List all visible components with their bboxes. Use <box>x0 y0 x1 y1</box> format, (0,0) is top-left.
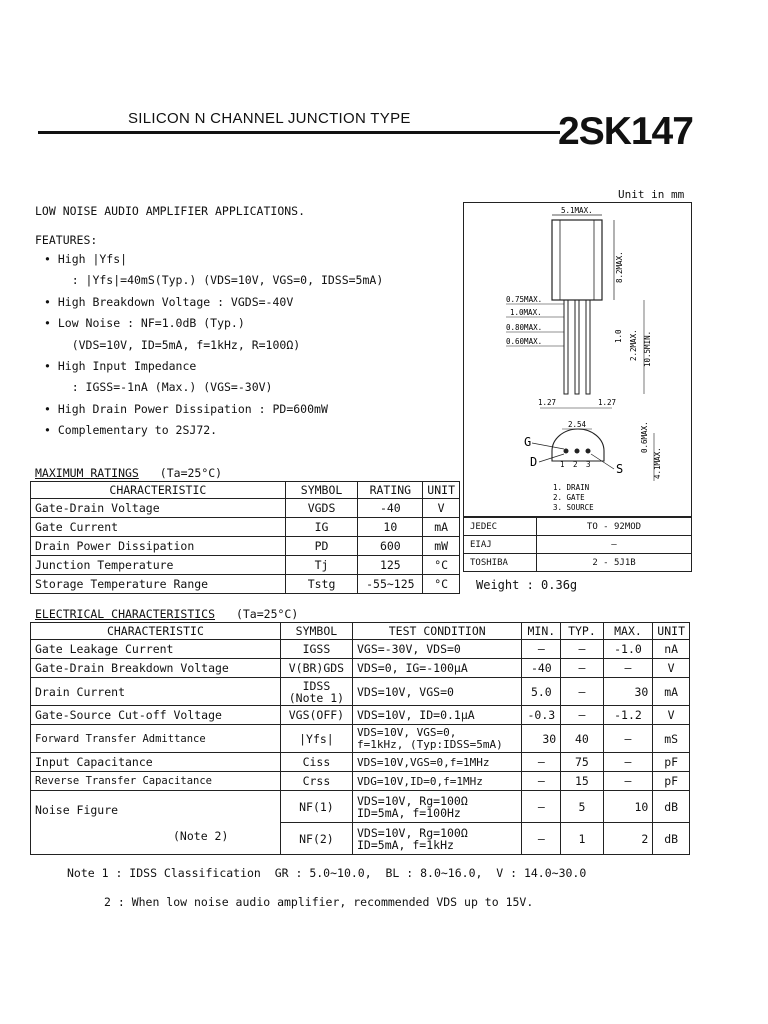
dim-label: 10.5MIN. <box>643 330 652 367</box>
pin-legend: 3. SOURCE <box>553 503 594 512</box>
cell: V(BR)GDS <box>280 659 352 678</box>
cell: mA <box>653 678 690 706</box>
cell: 15 <box>561 772 603 791</box>
column-header: CHARACTERISTIC <box>31 623 281 640</box>
cell: VDS=10V, VGS=0 <box>353 678 522 706</box>
cell: Crss <box>280 772 352 791</box>
pin-number: 2 <box>573 460 578 469</box>
feature-line: • High Input Impedance <box>44 358 197 373</box>
cell: pF <box>653 772 690 791</box>
cell: -0.3 <box>522 706 561 725</box>
bottom-view-outline <box>552 429 604 461</box>
cell: – <box>561 659 603 678</box>
cell: VDS=10V, Rg=100Ω ID=5mA, f=1kHz <box>353 823 522 855</box>
column-header: TYP. <box>561 623 603 640</box>
cell: – <box>561 678 603 706</box>
table-row <box>31 791 690 823</box>
cell: 5.0 <box>522 678 561 706</box>
table-row <box>464 554 692 572</box>
annotation-line <box>532 443 564 449</box>
cell: NF(1) <box>280 791 352 823</box>
cell: |Yfs| <box>280 725 352 753</box>
table-row <box>31 678 690 706</box>
cell: Gate-Source Cut-off Voltage <box>31 706 281 725</box>
cell: Input Capacitance <box>31 753 281 772</box>
elec-heading <box>35 607 298 621</box>
feature-line: • Complementary to 2SJ72. <box>44 423 218 438</box>
std-code: TO - 92MOD <box>537 518 692 536</box>
cell: VDS=10V, ID=0.1μA <box>353 706 522 725</box>
feature-line: : IGSS=-1nA (Max.) (VGS=-30V) <box>44 380 273 395</box>
cell: 125 <box>358 556 423 575</box>
feature-line: (VDS=10V, ID=5mA, f=1kHz, R=100Ω) <box>44 337 301 352</box>
table-row <box>31 556 460 575</box>
dim-label: 5.1MAX. <box>561 206 593 215</box>
cell: 2 <box>603 823 653 855</box>
cell: – <box>603 725 653 753</box>
dim-label: 1.0 <box>614 329 623 343</box>
cell: Tj <box>285 556 358 575</box>
cell: – <box>603 753 653 772</box>
noise-figure-cell <box>31 791 281 855</box>
dim-label: 0.80MAX. <box>506 323 543 332</box>
cell: Ciss <box>280 753 352 772</box>
lead-letter-g: G <box>524 435 532 449</box>
cell: VGS=-30V, VDS=0 <box>353 640 522 659</box>
column-header: MIN. <box>522 623 561 640</box>
cell: Gate-Drain Breakdown Voltage <box>31 659 281 678</box>
cell: – <box>522 753 561 772</box>
cell: IDSS (Note 1) <box>280 678 352 706</box>
cell: 30 <box>603 678 653 706</box>
cell: dB <box>653 791 690 823</box>
dim-label: 1.27 <box>538 398 557 407</box>
cell: 75 <box>561 753 603 772</box>
cell: V <box>423 499 460 518</box>
pin-number: 1 <box>560 460 565 469</box>
cell: IG <box>285 518 358 537</box>
package-drawing <box>464 203 691 516</box>
cell: 5 <box>561 791 603 823</box>
lead-1 <box>564 300 568 394</box>
table-row <box>31 725 690 753</box>
cell-text: Noise Figure <box>35 802 119 817</box>
pin-number: 3 <box>586 460 591 469</box>
cell: VDS=0, IG=-100μA <box>353 659 522 678</box>
table-row <box>31 640 690 659</box>
cell: – <box>603 772 653 791</box>
column-header: RATING <box>358 482 423 499</box>
note-2: 2 : When low noise audio amplifier, recommended VDS up to 15V. <box>104 895 534 909</box>
cell: – <box>561 640 603 659</box>
dim-label: 2.2MAX. <box>629 329 638 361</box>
cell: VGS(OFF) <box>280 706 352 725</box>
max-ratings-heading <box>35 466 222 480</box>
table-row <box>464 536 692 554</box>
cell: dB <box>653 823 690 855</box>
cell: – <box>522 823 561 855</box>
dim-label: 0.60MAX. <box>506 337 543 346</box>
cell: mA <box>423 518 460 537</box>
dim-label: 4.1MAX. <box>653 447 662 479</box>
cell: 10 <box>603 791 653 823</box>
table-row <box>31 499 460 518</box>
cell: VDG=10V,ID=0,f=1MHz <box>353 772 522 791</box>
cell: VDS=10V,VGS=0,f=1MHz <box>353 753 522 772</box>
column-header: UNIT <box>653 623 690 640</box>
unit-note: Unit in mm <box>618 188 685 201</box>
device-type-title: SILICON N CHANNEL JUNCTION TYPE <box>128 110 411 127</box>
lead-letter-s: S <box>616 462 624 476</box>
column-header: UNIT <box>423 482 460 499</box>
cell: IGSS <box>280 640 352 659</box>
cell: mW <box>423 537 460 556</box>
cell: Drain Current <box>31 678 281 706</box>
lead-2 <box>575 300 579 394</box>
std-org: JEDEC <box>464 518 537 536</box>
table-header-row <box>31 623 690 640</box>
cell: Gate Current <box>31 518 286 537</box>
cell: Junction Temperature <box>31 556 286 575</box>
cell: nA <box>653 640 690 659</box>
cell: -1.0 <box>603 640 653 659</box>
part-number: 2SK147 <box>558 110 693 153</box>
cell: V <box>653 659 690 678</box>
lead-letter-d: D <box>530 455 538 469</box>
std-org: TOSHIBA <box>464 554 537 572</box>
package-body <box>552 220 602 300</box>
cell: – <box>522 791 561 823</box>
column-header: SYMBOL <box>285 482 358 499</box>
feature-line: : |Yfs|=40mS(Typ.) (VDS=10V, VGS=0, IDSS=5mA) <box>44 273 384 288</box>
features-list <box>44 252 383 445</box>
cell: – <box>522 640 561 659</box>
package-outline-box <box>463 202 692 517</box>
table-row <box>31 575 460 594</box>
cell: NF(2) <box>280 823 352 855</box>
cell: V <box>653 706 690 725</box>
dim-label: 1.27 <box>598 398 617 407</box>
pin-legend: 2. GATE <box>553 493 585 502</box>
pin-dot <box>586 449 591 454</box>
package-weight: Weight : 0.36g <box>476 578 578 592</box>
table-row <box>31 518 460 537</box>
cell: Drain Power Dissipation <box>31 537 286 556</box>
max-ratings-table <box>30 481 460 594</box>
pin-dot <box>575 449 580 454</box>
features-title: FEATURES: <box>35 233 98 247</box>
cell: VDS=10V, VGS=0, f=1kHz, (Typ:IDSS=5mA) <box>353 725 522 753</box>
cell: Gate Leakage Current <box>31 640 281 659</box>
dim-label: 0.6MAX. <box>640 421 649 453</box>
lead-3 <box>586 300 590 394</box>
electrical-characteristics-table <box>30 622 690 855</box>
section-condition: (Ta=25°C) <box>235 607 299 621</box>
cell: 1 <box>561 823 603 855</box>
feature-line: • High Breakdown Voltage : VGDS=-40V <box>44 294 294 309</box>
package-standards-table <box>463 517 692 572</box>
cell: 40 <box>561 725 603 753</box>
column-header: SYMBOL <box>280 623 352 640</box>
pin-dot <box>564 449 569 454</box>
cell: 10 <box>358 518 423 537</box>
cell: Storage Temperature Range <box>31 575 286 594</box>
cell: Gate-Drain Voltage <box>31 499 286 518</box>
table-row <box>464 518 692 536</box>
std-code: – <box>537 536 692 554</box>
cell: Reverse Transfer Capacitance <box>31 772 281 791</box>
table-row <box>31 753 690 772</box>
cell: -1.2 <box>603 706 653 725</box>
pin-legend: 1. DRAIN <box>553 483 590 492</box>
cell: -55∼125 <box>358 575 423 594</box>
cell: Forward Transfer Admittance <box>31 725 281 753</box>
column-header: TEST CONDITION <box>353 623 522 640</box>
cell: VGDS <box>285 499 358 518</box>
column-header: CHARACTERISTIC <box>31 482 286 499</box>
cell: °C <box>423 556 460 575</box>
dim-label: 2.54 <box>568 420 587 429</box>
std-code: 2 - 5J1B <box>537 554 692 572</box>
section-condition: (Ta=25°C) <box>159 466 223 480</box>
table-header-row <box>31 482 460 499</box>
table-row <box>31 706 690 725</box>
table-row <box>31 659 690 678</box>
cell: 30 <box>522 725 561 753</box>
section-title: MAXIMUM RATINGS <box>35 466 139 480</box>
cell: VDS=10V, Rg=100Ω ID=5mA, f=100Hz <box>353 791 522 823</box>
std-org: EIAJ <box>464 536 537 554</box>
cell: Tstg <box>285 575 358 594</box>
column-header: MAX. <box>603 623 653 640</box>
cell: -40 <box>522 659 561 678</box>
dim-label: 1.0MAX. <box>510 308 542 317</box>
dim-label: 8.2MAX. <box>615 251 624 283</box>
feature-line: • High Drain Power Dissipation : PD=600mW <box>44 401 328 416</box>
cell: pF <box>653 753 690 772</box>
note-1: Note 1 : IDSS Classification GR : 5.0∼10.0, BL : 8.0∼16.0, V : 14.0∼30.0 <box>67 866 587 880</box>
table-row <box>31 772 690 791</box>
cell: mS <box>653 725 690 753</box>
table-row <box>31 537 460 556</box>
cell: – <box>603 659 653 678</box>
dim-label: 0.75MAX. <box>506 295 543 304</box>
cell: °C <box>423 575 460 594</box>
cell: – <box>522 772 561 791</box>
feature-line: • High |Yfs| <box>44 252 128 266</box>
cell: PD <box>285 537 358 556</box>
application-text: LOW NOISE AUDIO AMPLIFIER APPLICATIONS. <box>35 204 306 218</box>
cell-note: (Note 2) <box>173 828 229 843</box>
section-title: ELECTRICAL CHARACTERISTICS <box>35 607 216 621</box>
feature-line: • Low Noise : NF=1.0dB (Typ.) <box>44 316 245 331</box>
cell: – <box>561 706 603 725</box>
cell: 600 <box>358 537 423 556</box>
header-rule <box>38 131 560 134</box>
cell: -40 <box>358 499 423 518</box>
